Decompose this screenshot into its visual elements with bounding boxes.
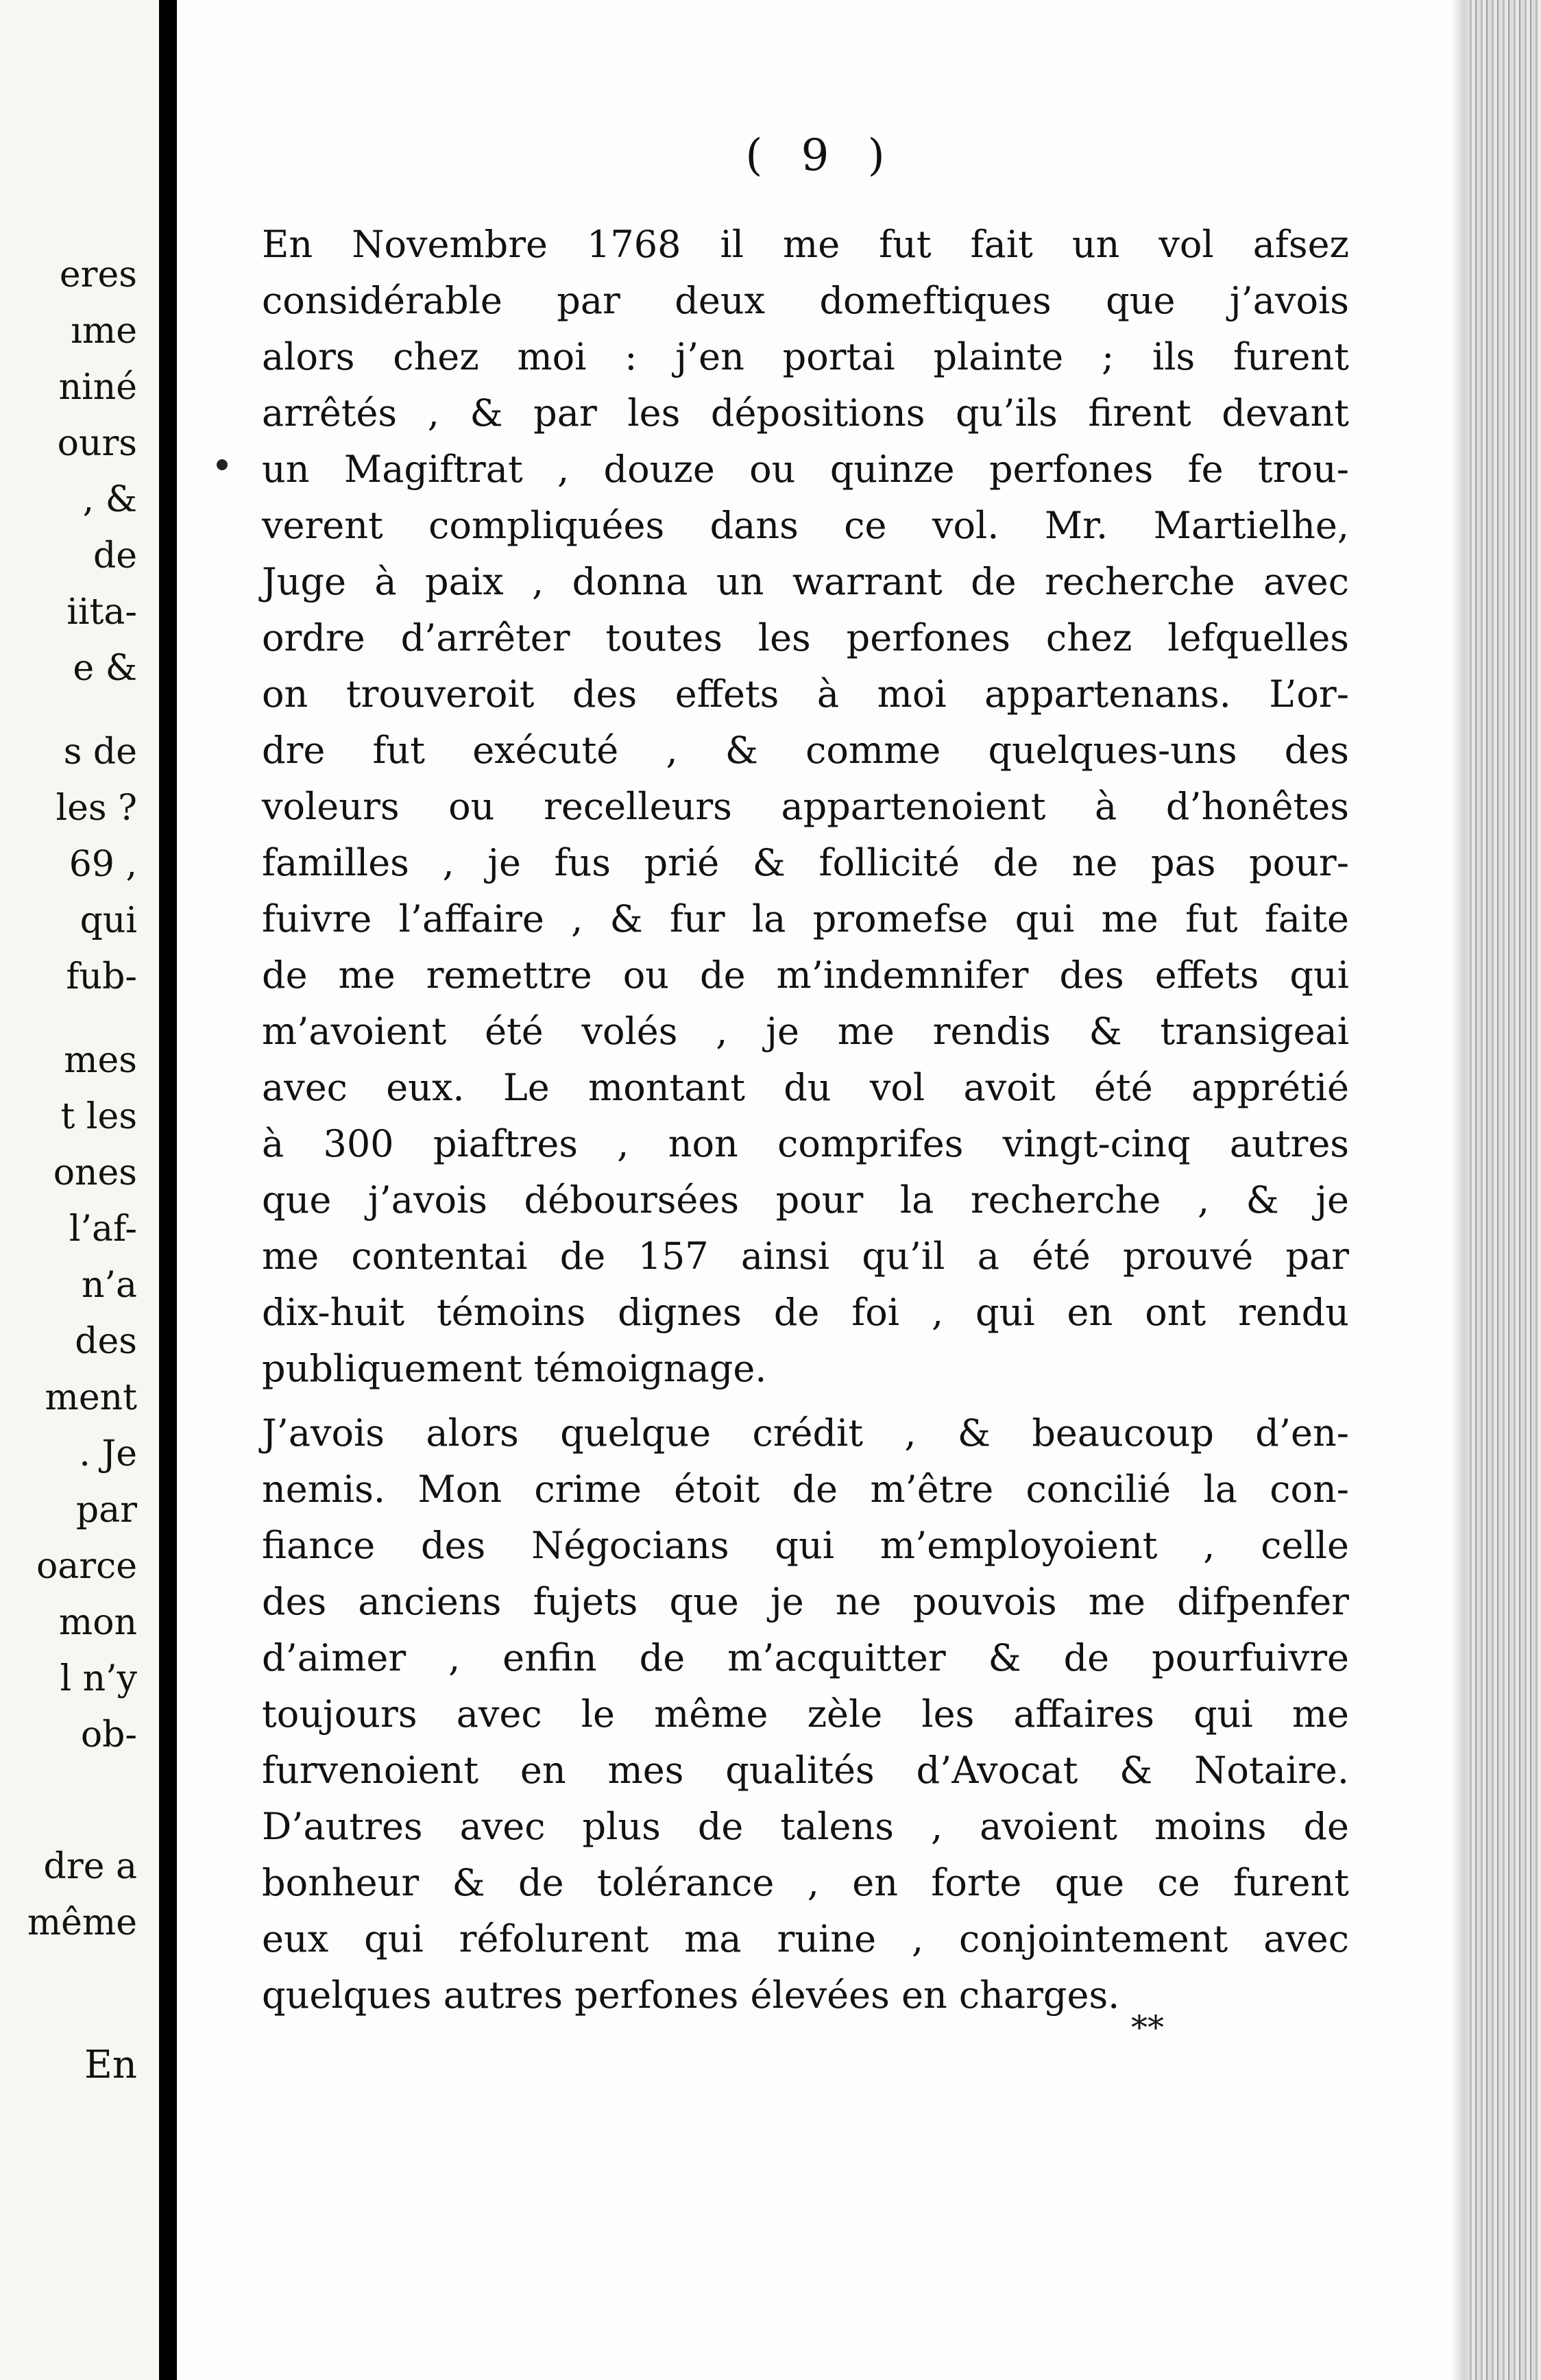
text-line: En Novembre 1768 il me fut fait un vol afsez xyxy=(262,223,1349,266)
facing-line: . Je xyxy=(79,1433,137,1474)
facing-line: par xyxy=(75,1490,137,1531)
facing-line: eres xyxy=(59,254,137,295)
facing-line: dre a xyxy=(43,1846,137,1887)
text-line: J’avois alors quelque crédit , & beaucoup d’en- xyxy=(262,1411,1349,1455)
facing-line: t les xyxy=(60,1096,137,1137)
paragraph xyxy=(262,217,1349,1397)
facing-line: ours xyxy=(57,423,137,464)
facing-line: même xyxy=(27,1902,137,1943)
facing-line: 69 , xyxy=(69,844,137,885)
facing-line: ob- xyxy=(80,1714,137,1756)
text-line: bonheur & de tolérance , en forte que ce furent xyxy=(262,1861,1349,1904)
page xyxy=(177,0,1466,2380)
text-line: de me remettre ou de m’indemnifer des effets qui xyxy=(262,954,1349,997)
facing-line: fub- xyxy=(66,956,137,997)
page-number: ( 9 ) xyxy=(745,130,897,181)
text-line: fuivre l’affaire , & fur la promefse qui me fut faite xyxy=(262,897,1349,940)
facing-gap xyxy=(0,1763,137,1838)
facing-line: qui xyxy=(80,900,137,941)
paragraph xyxy=(262,1405,1349,2024)
text-line: D’autres avec plus de talens , avoient moins de xyxy=(262,1805,1349,1848)
text-line: avec eux. Le montant du vol avoit été apprétié xyxy=(262,1066,1349,1109)
text-line: d’aimer , enfin de m’acquitter & de pourfuivre xyxy=(262,1636,1349,1679)
text-line: considérable par deux domeftiques que j’avois xyxy=(262,279,1349,322)
text-line: dre fut exécuté , & comme quelques-uns des xyxy=(262,729,1349,772)
text-line: Juge à paix , donna un warrant de recherche avec xyxy=(262,560,1349,603)
page-shadow xyxy=(1452,0,1466,2380)
text-line: un Magiftrat , douze ou quinze perfones fe trou- xyxy=(262,448,1349,491)
facing-line: mes xyxy=(64,1040,137,1081)
facing-line: de xyxy=(93,535,137,576)
facing-line: niné xyxy=(58,367,137,408)
text-line: à 300 piaftres , non comprifes vingt-cinq autres xyxy=(262,1122,1349,1165)
facing-line: n’a xyxy=(81,1265,137,1306)
margin-mark xyxy=(217,459,228,470)
text-line: furvenoient en mes qualités d’Avocat & Notaire. xyxy=(262,1749,1349,1792)
facing-line: , & xyxy=(82,479,137,520)
text-line: que j’avois déboursées pour la recherche , & je xyxy=(262,1178,1349,1222)
text-line: voleurs ou recelleurs appartenoient à d’honêtes xyxy=(262,785,1349,828)
text-line: on trouveroit des effets à moi appartenans. L’or- xyxy=(262,672,1349,716)
page-edges xyxy=(1466,0,1541,2380)
facing-line: des xyxy=(75,1321,137,1362)
facing-gap xyxy=(0,696,137,724)
facing-line: iita- xyxy=(66,592,137,633)
facing-line: oarce xyxy=(36,1546,137,1587)
text-line: quelques autres perfones élevées en charges. xyxy=(262,1974,1120,2017)
text-line: ordre d’arrêter toutes les perfones chez lefquelles xyxy=(262,616,1349,659)
facing-line: e & xyxy=(73,648,137,689)
facing-line: les ? xyxy=(56,788,137,829)
text-line: dix-huit témoins dignes de foi , qui en ont rendu xyxy=(262,1291,1349,1334)
text-line: fiance des Négocians qui m’employoient , celle xyxy=(262,1524,1349,1567)
text-line: arrêtés , & par les dépositions qu’ils firent devant xyxy=(262,391,1349,435)
facing-line: ıme xyxy=(71,311,137,352)
facing-line: s de xyxy=(63,731,137,773)
facing-line: l n’y xyxy=(60,1658,137,1699)
facing-page-text xyxy=(0,247,137,1951)
facing-page-fragment xyxy=(0,0,159,2380)
facing-line: mon xyxy=(58,1602,137,1643)
text-line: verent compliquées dans ce vol. Mr. Martielhe, xyxy=(262,504,1349,547)
facing-catchword: En xyxy=(84,2043,137,2087)
text-line: familles , je fus prié & follicité de ne pas pour- xyxy=(262,841,1349,884)
facing-line: ones xyxy=(53,1152,137,1193)
book-gutter xyxy=(159,0,177,2380)
catchword: ** xyxy=(1131,2008,1164,2047)
text-line: publiquement témoignage. xyxy=(262,1347,767,1390)
body-text xyxy=(262,217,1349,2024)
text-line: nemis. Mon crime étoit de m’être concilié la con- xyxy=(262,1468,1349,1511)
text-line: me contentai de 157 ainsi qu’il a été prouvé par xyxy=(262,1235,1349,1278)
facing-line: ment xyxy=(45,1377,137,1418)
text-line: m’avoient été volés , je me rendis & transigeai xyxy=(262,1010,1349,1053)
text-line: alors chez moi : j’en portai plainte ; ils furent xyxy=(262,335,1349,378)
text-line: des anciens fujets que je ne pouvois me difpenfer xyxy=(262,1580,1349,1623)
text-line: toujours avec le même zèle les affaires qui me xyxy=(262,1692,1349,1736)
facing-line: l’af- xyxy=(69,1209,137,1250)
text-line: eux qui réfolurent ma ruine , conjointement avec xyxy=(262,1917,1349,1960)
facing-gap xyxy=(0,1005,137,1032)
